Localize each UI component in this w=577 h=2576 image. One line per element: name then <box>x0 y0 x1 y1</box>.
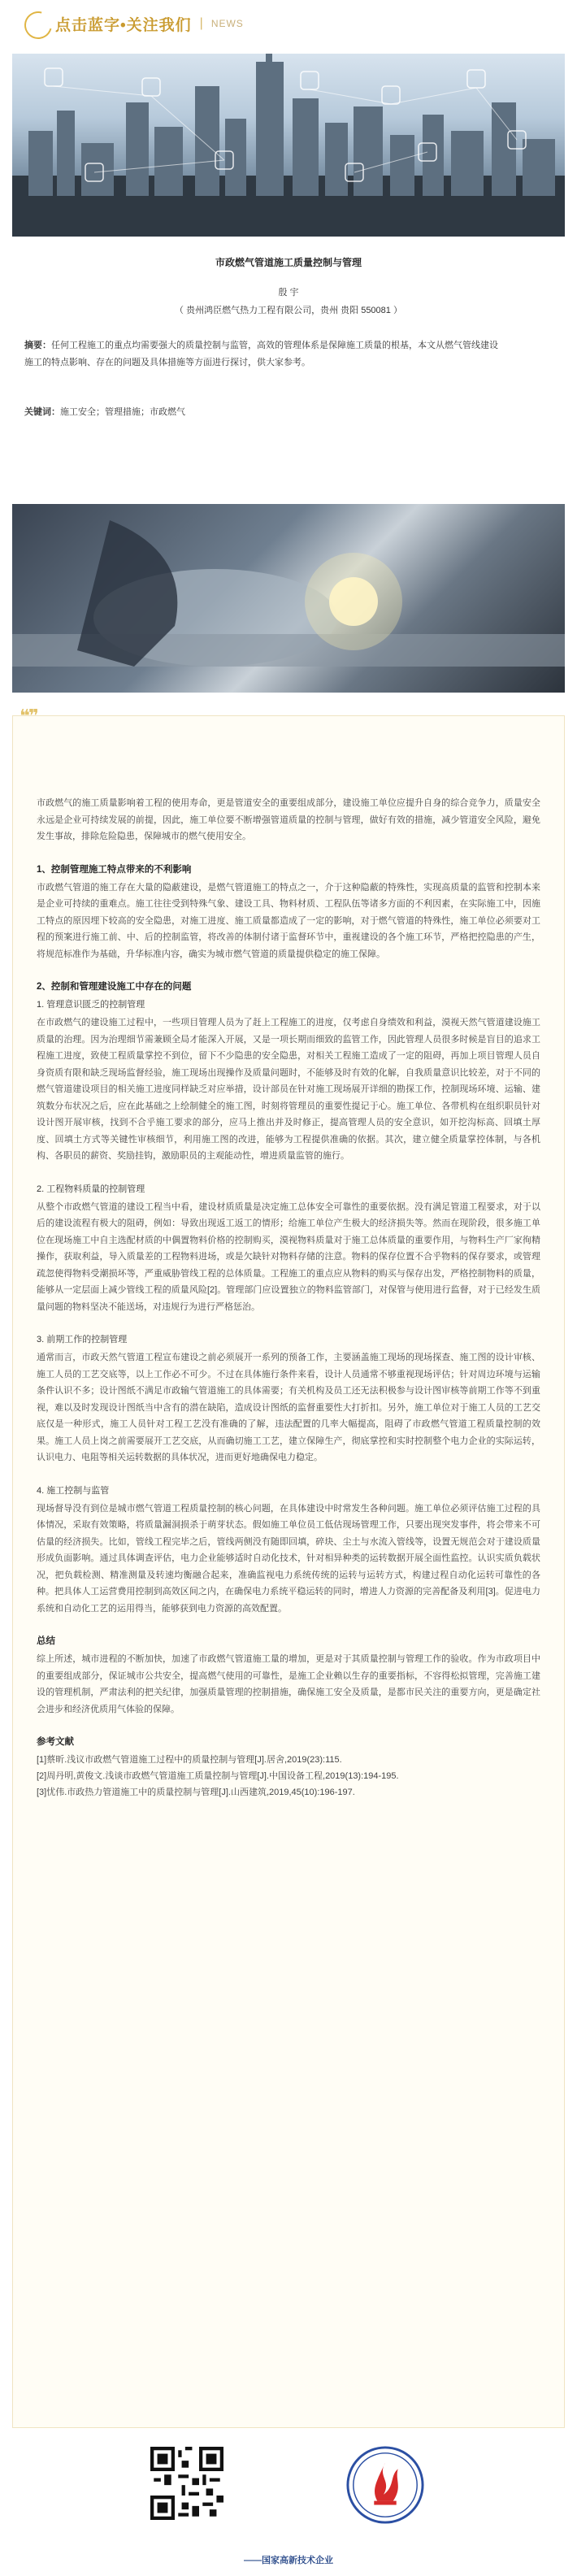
company-seal-icon <box>345 2445 425 2525</box>
header-banner <box>0 0 577 47</box>
section-2-3-title: 3. 前期工作的控制管理 <box>37 1335 128 1344</box>
abstract-line-1 <box>24 337 553 354</box>
section-2-2-title: 2. 工程物料质量的控制管理 <box>37 1184 145 1194</box>
section-2-1-text: 在市政燃气的建设施工过程中，一些项目管理人员为了赶上工程施工的进度，仅考虑自身绩效和利益，漠视天然气管道建设施工质量的治理。因为治理细节需兼顾全局才能深入开展，又是一项长期而细致的监管工作，因此管理人员很多时候是盲目的追求工程施工进度，致使工程质量掌控不到位，留下不少隐患的安全隐患，对相关工程施工造成了一定的阻碍，再加上项目管理人员自身资质有限和缺乏现场监督经验，施工现场出现操作及质量问题时，不能够及时有效的化解，自我质量意识比较差，对于不同的燃气管道建设项目的相关施工进度同样缺乏对应举措，设计部员在针对施工现场展开详细的勘探工作，控制现场环境、运输、建筑数分布状况之后，应在此基础之上绘制健全的施工图，时刻将管理员的重要性提记于心。施工单位、各带机构在组织职员针对设计图开展审核，找到不合乎施工要求的部分，应马上推出并及时修正，提高管理人员的安全意识，如开挖沟标高、回填土厚度、回填土方式等关键性审核细节，利用施工图的改进，能够为工程提供准确的依据。其次，建立健全质量掌控体制，与各机构、各职员的薪资、奖励挂钩，激励职员的主观能动性，增进质量监管的施行。 <box>37 1018 540 1161</box>
follow-us-link[interactable]: 点击蓝字•关注我们 <box>55 16 192 34</box>
reference-item: [3]忧伟.市政热力管道施工中的质量控制与管理[J].山西建筑,2019,45(10):196-197. <box>37 1788 355 1797</box>
article-header <box>0 252 577 316</box>
section-1-title: 1、控制管理施工特点带来的不利影响 <box>37 864 192 875</box>
summary-title: 总结 <box>37 1636 55 1646</box>
header-divider: | <box>199 16 203 30</box>
reference-item: [1]蔡昕.浅议市政燃气管道施工过程中的质量控制与管理[J].居舍,2019(23):115. <box>37 1755 342 1765</box>
welding-illustration <box>12 504 565 693</box>
section-1-text: 市政燃气管道的施工存在大量的隐蔽建设，是燃气管道施工的特点之一，介于这种隐蔽的特殊性，实现高质量的监管和控制本来是企业可持续的重难点。施工往往受到特殊气象、建设工具、物料材质、工程队伍等诸多方面的不利因素，在实际施工中，因施工特点的原因埋下较高的安全隐患，对施工进度、施工质量都造成了一定的影响，对于燃气管道的特殊性，施工单位必须要对工程的预案进行施工前、中、后的控制监管，将改善的体制付诸于监督环节中，重视建设的各个施工环节，严格把控隐患的产生，将规范标准作为基础，升华标准内容，确实为城市燃气管道的质量提供稳定的施工保障。 <box>37 882 540 959</box>
qr-code[interactable] <box>150 2447 223 2520</box>
abstract-text-2: 施工的特点影响、存在的问题及具体措施等方面进行探讨，供大家参考。 <box>24 358 310 367</box>
article-affiliation: （ 贵州鸿臣燃气热力工程有限公司，贵州 贵阳 550081 ） <box>175 306 402 315</box>
keywords-text: 施工安全；管理措施；市政燃气 <box>60 407 185 417</box>
section-2-4-title: 4. 施工控制与监管 <box>37 1485 110 1496</box>
section-2-title: 2、控制和管理建设施工中存在的问题 <box>37 982 192 992</box>
skyline-illustration <box>12 54 565 237</box>
footer-tagline: ——国家高新技术企业 <box>244 2556 333 2565</box>
keywords-line <box>24 404 553 421</box>
article-author: 殷 宇 <box>278 288 299 298</box>
references-title: 参考文献 <box>37 1737 74 1747</box>
reference-item: [2]周丹明,黄俊文.浅谈市政燃气管道施工质量控制与管理[J].中国设备工程,2019(13):194-195. <box>37 1771 399 1781</box>
footer <box>0 2439 577 2576</box>
news-label: NEWS <box>210 18 244 29</box>
abstract-section <box>24 337 553 421</box>
section-2-3-text: 通常而言，市政天然气管道工程宣布建设之前必须展开一系列的预备工作，主要涵盖施工现场的现场探查、施工图的设计审核、施工人员的工艺交底等，以上工作必不可少。不过在具体施行条件来看，设计人员通常不够重视现场评估；针对周边环境与运输条件认识不多；设计图纸不满足市政输气管道施工的具体需要；有关机构及员工还无法积极参与设计图审核等前期工作等不到重视，难以及时发现设计图纸当中含有的潜在缺陷，造成设计图纸的监督重要性大打折扣。另外，施工单位对于施工人员的工艺交底仅是一种形式，施工人员针对工程工艺没有准确的了解，违法配置的几率大幅提高，阻碍了市政燃气管道工程质量控制的效果。施工人员上岗之前需要展开工艺交底，从而确切施工工艺，建立保障生产，彻底掌控和实时控制整个电力企业的实际运转，认识电力、电阻等相关运转数据的具体状况，进而更好地确保电力稳定。 <box>37 1353 540 1462</box>
abstract-label: 摘要： <box>24 341 51 350</box>
brand-swirl-icon <box>20 7 57 44</box>
section-2-4-text: 现场督导没有到位是城市燃气管道工程质量控制的核心问题，在具体建设中时常发生各种问题。施工单位必须评估施工过程的具体情况，采取有效策略，将质量漏洞损杀于萌芽状态。假如施工单位员工低估现场管理工作，只要出现突发事件，将会带来不可估量的经济损失。比如，管线工程完毕之后，管线两侧没有随即回填，碎块、尘土与水流入管线等，设置无规范会对于建设质量形成负面影响。通过具体调查评估，电力企业能够适时自动化技术，针对相异种类的运转数据开展全面性监控。认识实质负载状况，把负载检测、精准测量及转速均衡融合起来，准确监视电力系统传统的运转与运转方式，构建过程自动化运转可靠性的各种。把具体人工运营费用控制到高效区间之内，在确保电力系统平稳运转的同时，增进人力资源的完善配备及利用[3]。促进电力系统和自动化工艺的运用得当，能够获到电力资源的高效配置。 <box>37 1503 540 1614</box>
keywords-label: 关键词： <box>24 407 60 417</box>
intro-paragraph: 市政燃气的施工质量影响着工程的使用寿命，更是管道安全的重要组成部分，建设施工单位应提升自身的综合竞争力，质量安全永远是企业可持续发展的前提，因此，施工单位要不断增强管道质量的控制与管理，做好有效的措施，减少管道安全风险，避免发生事故，排除危险隐患，保障城市的燃气使用安全。 <box>37 798 540 841</box>
article-title: 市政燃气管道施工质量控制与管理 <box>215 257 362 268</box>
section-2-2-text: 从整个市政燃气管道的建设工程当中看，建设材质质量是决定施工总体安全可靠性的重要依据。没有满足管道工程要求，对于以后的建设流程有极大的阻碍，例如：导致出现返工返工的情形；给施工单位产生极大的经济损失等。然而在现阶段，很多施工单位在现场施工中自主选配材质的中偶置物料价格的控制购买，漠视物料质量对于施工总体质量的重要作用，与物料生产厂家徇精操作，获取利益，导入质量差的工程物料进场，或是欠缺针对物料存储的注意。物料的保存位置不合乎物料的保存要求，或管理疏忽使得物料受潮损坏等，严重威胁管线工程的总体质量。工程施工的重点应从物料的购买与保存出发，严格控制物料的质量，能够从一定层面上减少管线工程的质量风险[2]。管理部门应设置独立的物料监管部门，对保管与使用进行监督，对于已经发生质量问题的物料坚决不能送场，对违规行为进行严格惩治。 <box>37 1201 540 1312</box>
summary-text: 综上所述，城市进程的不断加快，加速了市政燃气管道施工量的增加，更是对于其质量控制与管理工作的验收。作为市政项目中的重要组成部分，保证城市公共安全，提高燃气使用的可靠性，是施工企业赖以生存的重要指标，不容得松拟管理，完善施工建设的管理机制，严肃法利的把关纪律，加强质量管理的控制措施，确保施工安全及质量，是都市民关注的重要方向，更是确定社会进步和经济优质用气体验的保障。 <box>37 1654 540 1714</box>
section-2-1-title: 1. 管理意识匮乏的控制管理 <box>37 1000 145 1010</box>
welding-photo <box>12 504 565 693</box>
city-skyline-image <box>12 54 565 237</box>
article-body <box>37 795 540 1801</box>
abstract-text-1: 任何工程施工的重点均需要强大的质量控制与监管，高效的管理体系是保障施工质量的根基，本文从燃气管线建设 <box>51 341 498 350</box>
